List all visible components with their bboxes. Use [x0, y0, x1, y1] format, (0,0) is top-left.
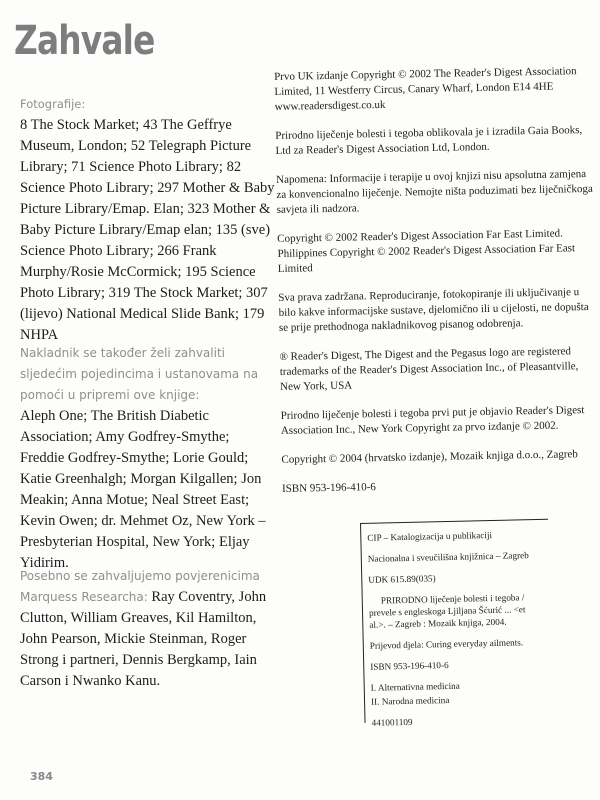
croatian-copyright: Copyright © 2004 (hrvatsko izdanje), Mozaik knjiga d.o.o., Zagreb	[281, 448, 578, 466]
cip-title: CIP – Katalogizacija u publikaciji	[367, 530, 493, 543]
special-thanks-heading: Posebno se zahvaljujemo povjerenicima Marquess Researcha:	[20, 569, 260, 604]
photo-credits-section	[20, 94, 275, 346]
trademark-notice: ® Reader's Digest, The Digest and the Pegasus logo are registered trademarks of the Reader's Digest Association Inc., of Pleasantville, New York, USA	[279, 345, 579, 393]
copyright-far-east: Copyright © 2002 Reader's Digest Association Far East Limited. Philippines Copyright © 2002 Reader's Digest Association Far East Limited	[277, 227, 576, 275]
publisher-thanks-section	[20, 343, 275, 574]
publisher-thanks-body: Aleph One; The British Diabetic Association; Amy Godfrey-Smythe; Freddie Godfrey-Smythe; Lorie Gould; Katie Greenhalgh; Morgan Kilgallen; Jon Meakin; Anna Motue; Neal Street East; Kevin Owen; dr. Mehmet Oz, New York – Presbyterian Hospital, New York; Eljay Yidirim.	[20, 408, 266, 571]
cip-original-title: Prijevod djela: Curing everyday ailments.	[369, 637, 524, 651]
special-thanks-text	[20, 566, 275, 692]
photo-credits-text	[20, 94, 275, 346]
production-credit: Prirodno liječenje bolesti i tegoba oblikovala je i izradila Gaia Books, Ltd za Reader's Digest Association Ltd, London.	[275, 124, 583, 157]
rights-reserved: Sva prava zadržana. Reproduciranje, fotokopiranje ili uključivanje u bilo kakve informacijske sustave, djelomično ili u cijelosti, ne dopušta se prije prethodnoga nakladnikovog pisanog odobrenja.	[278, 286, 589, 334]
publisher-thanks-heading: Nakladnik se također želi zahvaliti sljedećim pojedincima i ustanovama na pomoći u pripremi ove knjige:	[20, 346, 259, 402]
copyright-uk-edition: Prvo UK izdanje Copyright © 2002 The Reader's Digest Association Limited, 11 Westferry Circus, Canary Wharf, London E14 4HE www.readersdigest.co.uk	[274, 65, 577, 113]
publisher-thanks-text	[20, 343, 275, 574]
copyright-column	[274, 64, 600, 511]
cip-library: Nacionalna i sveučilišna knjižnica – Zagreb	[367, 550, 529, 564]
isbn: ISBN 953-196-410-6	[281, 481, 376, 495]
special-thanks-body: Ray Coventry, John Clutton, William Greaves, Kil Hamilton, John Pearson, Mickie Steinman, Roger Strong i partneri, Dennis Bergkamp, Iain Carson i Nwanko Kanu.	[20, 589, 267, 689]
first-publication: Prirodno liječenje bolesti i tegoba prvi put je objavio Reader's Digest Association Inc., New York Copyright za prvo izdanje © 2002.	[280, 404, 585, 437]
cip-subject-1: I. Alternativna medicina	[370, 680, 460, 693]
photo-credits-heading: Fotografije:	[20, 97, 86, 111]
cip-entry: PRIRODNO liječenje bolesti i tegoba / prevele s engleskoga Ljiljana Šćurić ... <et al.>. – Zagreb : Mozaik knjiga, 2004.	[368, 592, 526, 630]
photo-credits-body: 8 The Stock Market; 43 The Geffrye Museum, London; 52 Telegraph Picture Library; 71 Science Photo Library; 82 Science Photo Library; 297 Mother & Baby Picture Library/Emap. Elan; 323 Mother & Baby Picture Library/Emap elan; 135 (sve) Science Photo Library; 266 Frank Murphy/Rosie McCormick; 195 Science Photo Library; 319 The Stock Market; 307 (lijevo) National Medical Slide Bank; 179 NHPA	[20, 117, 275, 343]
cip-isbn: ISBN 953-196-410-6	[370, 660, 449, 672]
page-title: Zahvale	[14, 18, 155, 64]
medical-disclaimer: Napomena: Informacije i terapije u ovoj knjizi nisu apsolutna zamjena za konvencionalno liječenje. Nemojte ništa poduzimati bez liječničkoga savjeta ili nadzora.	[275, 168, 593, 216]
page-number: 384	[30, 770, 53, 783]
cip-subject-2: II. Narodna medicina	[370, 695, 450, 707]
cip-udk: UDK 615.89(035)	[368, 573, 436, 585]
special-thanks-section	[20, 566, 275, 692]
cip-number: 441001109	[371, 716, 413, 728]
cip-record	[360, 519, 552, 728]
